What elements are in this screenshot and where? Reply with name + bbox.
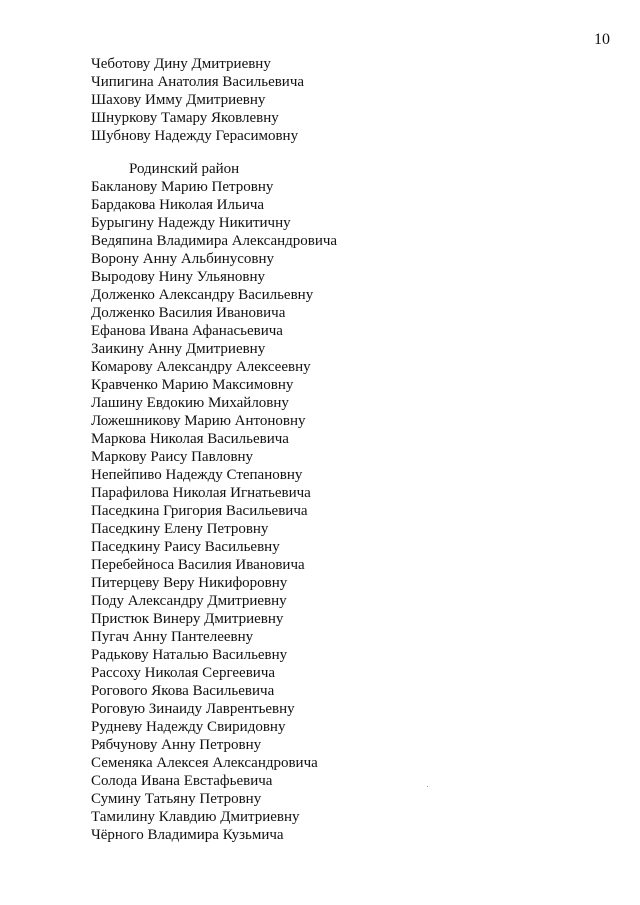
top-names-list [91,55,304,145]
name-entry: Чеботову Дину Дмитриевну [91,56,271,72]
name-entry: Бардакова Николая Ильича [91,197,265,213]
name-entry: Рассоху Николая Сергеевича [91,665,276,681]
name-entry: Роговую Зинаиду Лаврентьевну [91,701,295,717]
name-entry: Шубнову Надежду Герасимовну [91,128,299,144]
name-entry: Питерцеву Веру Никифоровну [91,575,288,591]
name-entry: Парафилова Николая Игнатьевича [91,485,311,501]
name-entry: Бакланову Марию Петровну [91,179,274,195]
name-entry: Долженко Василия Ивановича [91,305,286,321]
scan-speck [427,786,428,787]
name-entry: Лашину Евдокию Михайловну [91,395,289,411]
name-entry: Пугач Анну Пантелеевну [91,629,254,645]
page-number: 10 [594,31,610,48]
name-entry: Рябчунову Анну Петровну [91,737,262,753]
name-entry: Пристюк Винеру Дмитриевну [91,611,284,627]
name-entry: Тамилину Клавдию Дмитриевну [91,809,300,825]
name-entry: Чёрного Владимира Кузьмича [91,827,284,843]
name-entry: Рудневу Надежду Свиридовну [91,719,286,735]
name-entry: Чипигина Анатолия Васильевича [91,74,305,90]
name-entry: Рогового Якова Васильевича [91,683,275,699]
section-heading-rodinsky: Родинский район [129,161,240,177]
name-entry: Бурыгину Надежду Никитичну [91,215,291,231]
name-entry: Паседкину Раису Васильевну [91,539,280,555]
name-entry: Семеняка Алексея Александровича [91,755,318,771]
name-entry: Ворону Анну Альбинусовну [91,251,275,267]
name-entry: Комарову Александру Алексеевну [91,359,311,375]
name-entry: Непейпиво Надежду Степановну [91,467,303,483]
name-entry: Паседкина Григория Васильевича [91,503,308,519]
name-entry: Кравченко Марию Максимовну [91,377,294,393]
name-entry: Радькову Наталью Васильевну [91,647,288,663]
name-entry: Маркову Раису Павловну [91,449,254,465]
name-entry: Паседкину Елену Петровну [91,521,269,537]
name-entry: Ложешникову Марию Антоновну [91,413,306,429]
name-entry: Перебейноса Василия Ивановича [91,557,305,573]
name-entry: Поду Александру Дмитриевну [91,593,287,609]
name-entry: Долженко Александру Васильевну [91,287,314,303]
name-entry: Сумину Татьяну Петровну [91,791,262,807]
name-entry: Солода Ивана Евстафьевича [91,773,273,789]
name-entry: Шахову Имму Дмитриевну [91,92,266,108]
name-entry: Заикину Анну Дмитриевну [91,341,266,357]
name-entry: Ефанова Ивана Афанасьевича [91,323,283,339]
name-entry: Выродову Нину Ульяновну [91,269,266,285]
name-entry: Маркова Николая Васильевича [91,431,289,447]
name-entry: Шнуркову Тамару Яковлевну [91,110,279,126]
rodinsky-names-list [91,178,337,844]
name-entry: Ведяпина Владимира Александровича [91,233,338,249]
